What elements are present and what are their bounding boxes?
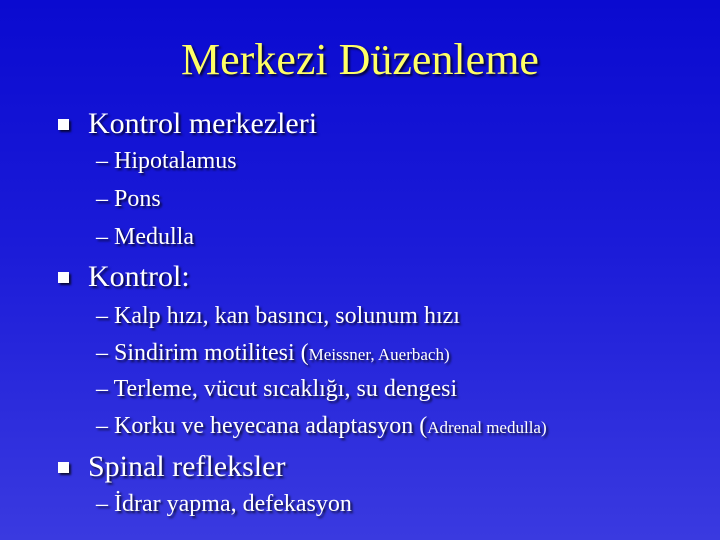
sub-item-hipotalamus: – Hipotalamus (96, 148, 237, 174)
bullet-heading: Kontrol merkezleri (88, 107, 318, 140)
sub-item-sindirim (96, 340, 450, 367)
bullet-heading: Kontrol: (88, 260, 190, 293)
bullet-heading: Spinal refleksler (88, 450, 286, 483)
sub-item-note: Adrenal medulla) (427, 418, 547, 437)
sub-item-kalp: – Kalp hızı, kan basıncı, solunum hızı (96, 303, 460, 329)
sub-item-note: Meissner, Auerbach) (308, 345, 450, 364)
square-bullet-icon (58, 119, 69, 130)
sub-item-terleme: – Terleme, vücut sıcaklığı, su dengesi (96, 376, 458, 402)
sub-item-pons: – Pons (96, 186, 161, 212)
slide-title: Merkezi Düzenleme (181, 35, 539, 84)
sub-item-korku (96, 413, 547, 440)
sub-item-text: – Korku ve heyecana adaptasyon ( (96, 413, 428, 439)
sub-item-medulla: – Medulla (96, 224, 194, 250)
bullet-kontrol (58, 260, 190, 294)
square-bullet-icon (58, 462, 69, 473)
sub-item-text: – Sindirim motilitesi ( (96, 340, 309, 366)
bullet-spinal-refleksler (58, 450, 285, 484)
square-bullet-icon (58, 272, 69, 283)
bullet-kontrol-merkezleri (58, 107, 317, 141)
sub-item-idrar: – İdrar yapma, defekasyon (96, 491, 352, 517)
